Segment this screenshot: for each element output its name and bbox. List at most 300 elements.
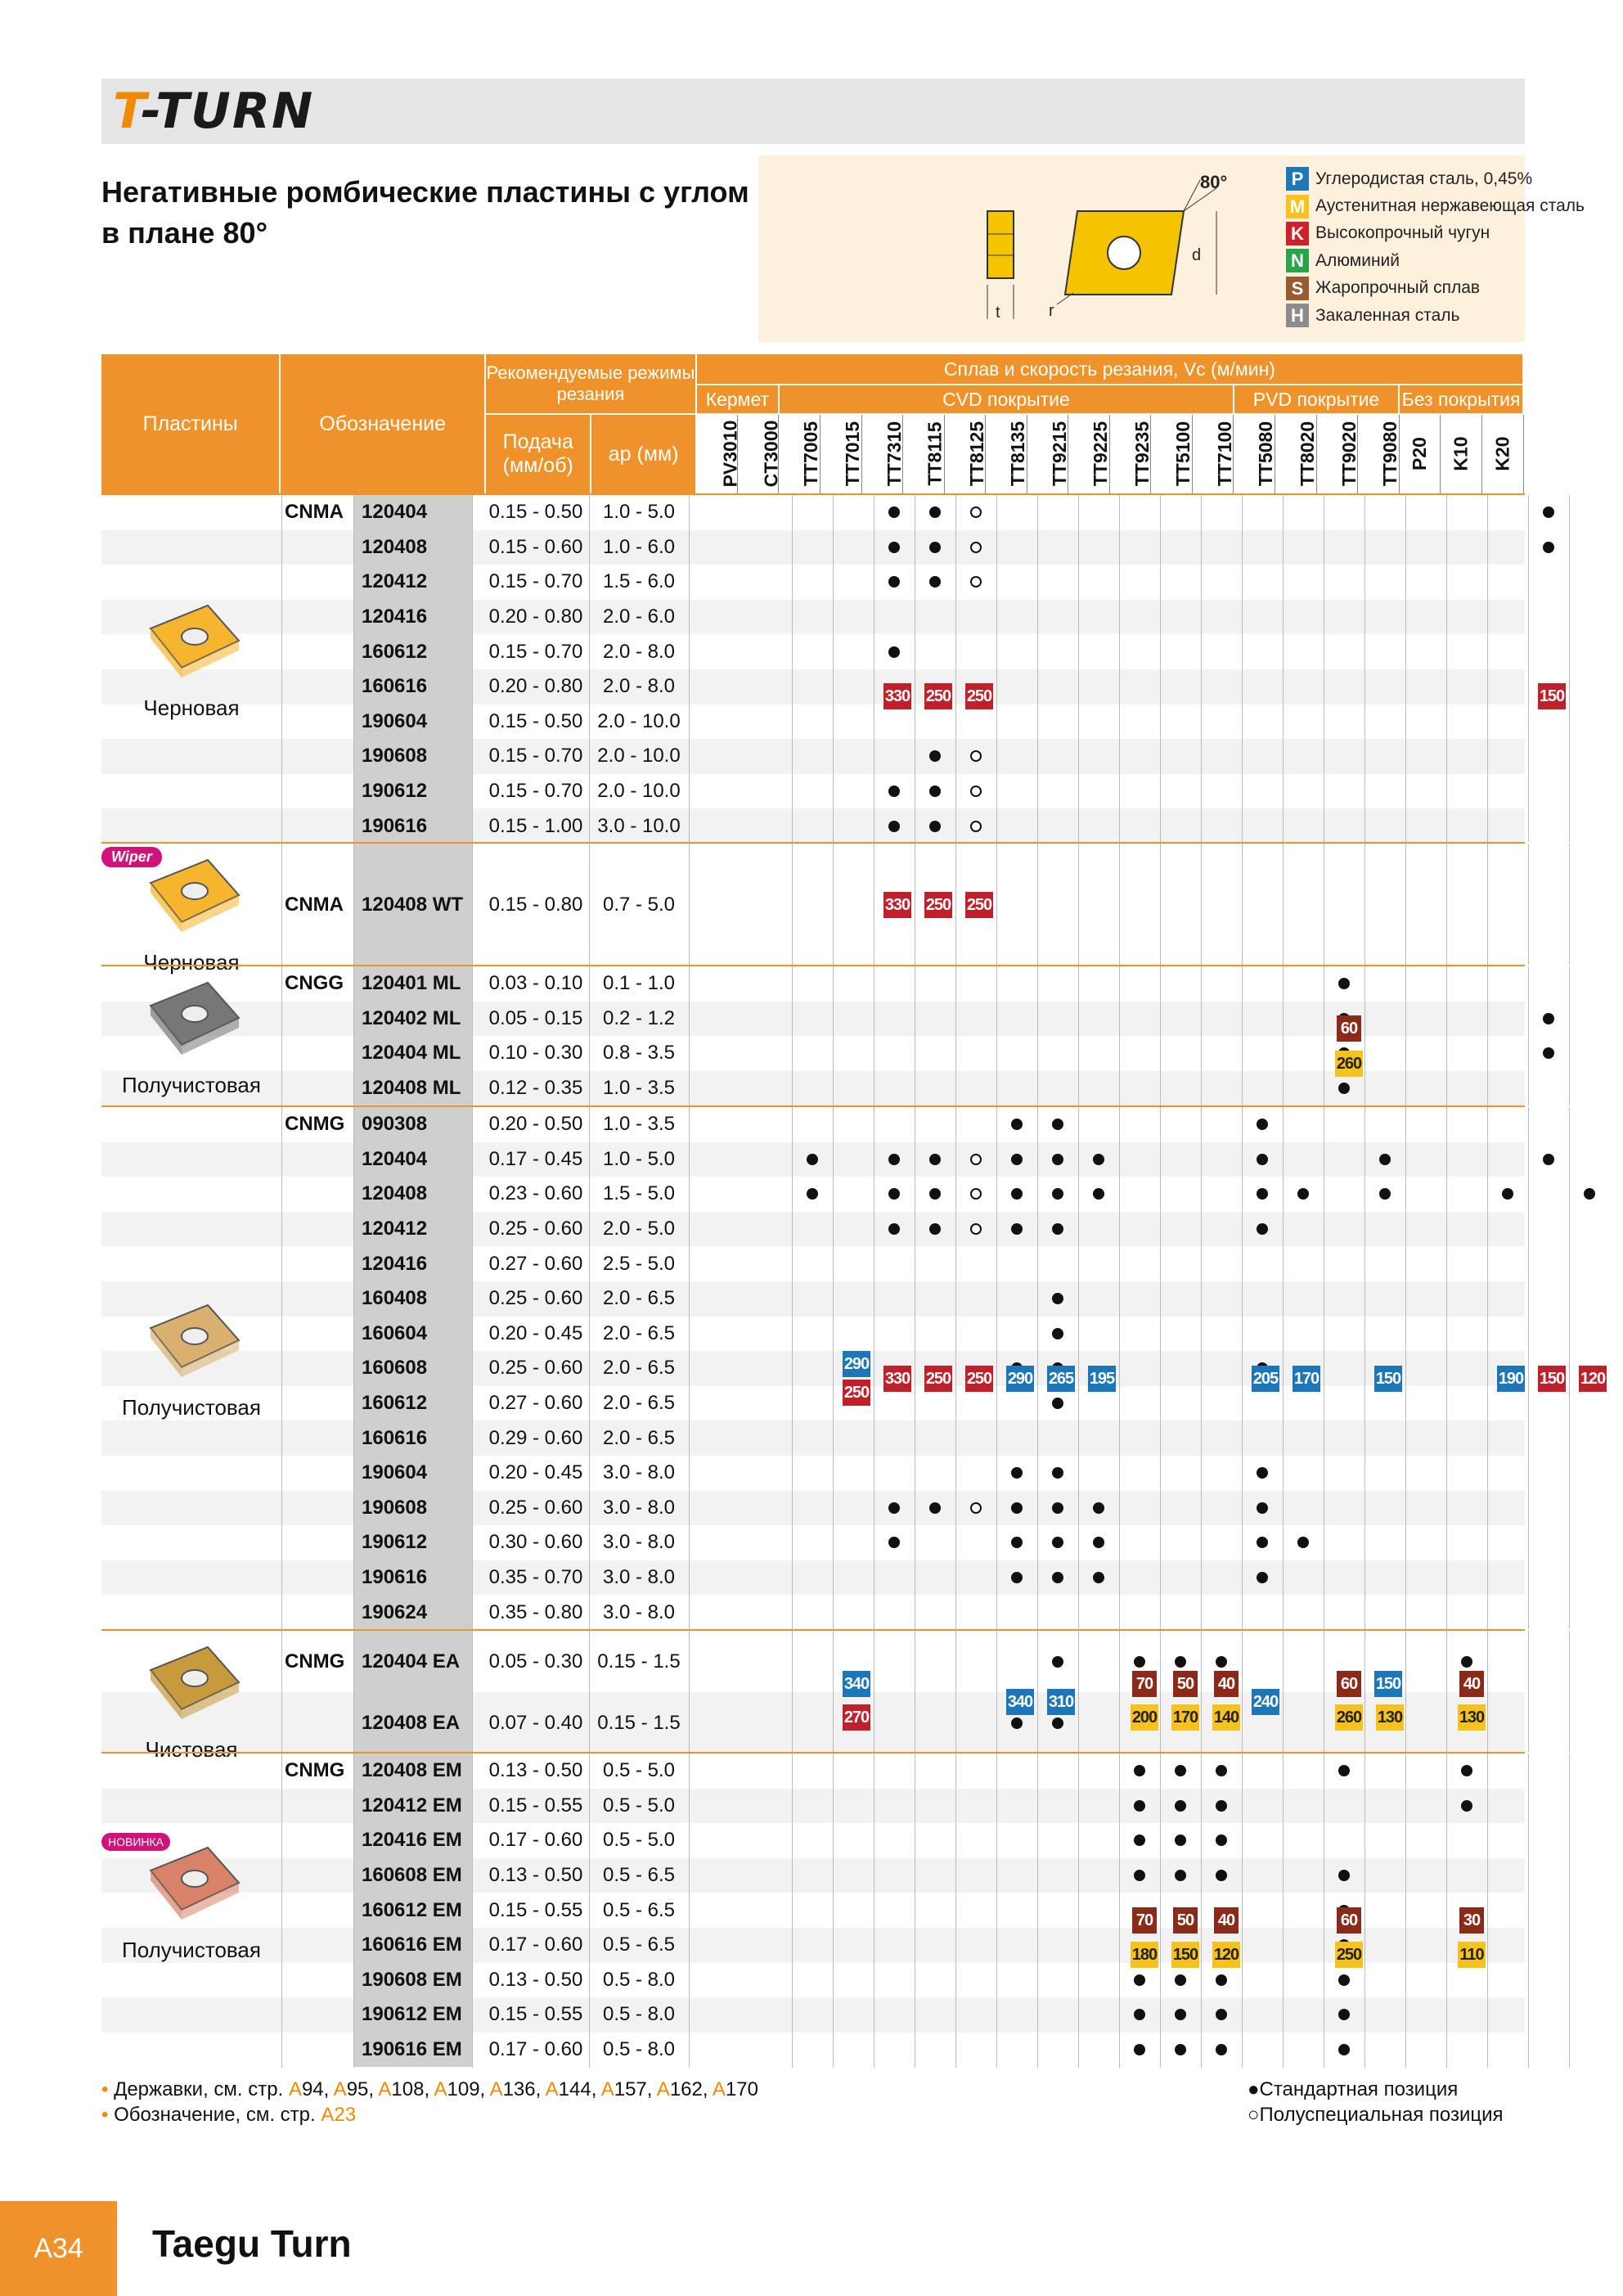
standard-dot bbox=[1175, 1974, 1186, 1986]
standard-dot bbox=[1584, 1188, 1595, 1200]
t-turn-logo: T-TURN bbox=[113, 83, 315, 140]
insert-image bbox=[134, 1838, 249, 1928]
feed-value: 0.20 - 0.50 bbox=[488, 1113, 583, 1136]
column-divider bbox=[833, 1754, 834, 2068]
standard-dot bbox=[807, 1154, 818, 1165]
column-divider bbox=[472, 1754, 473, 2068]
standard-dot bbox=[929, 1223, 941, 1235]
column-divider bbox=[792, 966, 793, 1105]
page-ref: A bbox=[712, 2078, 726, 2100]
ap-value: 0.2 - 1.2 bbox=[602, 1006, 676, 1029]
column-divider bbox=[1569, 495, 1570, 842]
column-divider bbox=[1364, 844, 1365, 965]
feed-value: 0.17 - 0.60 bbox=[488, 2038, 583, 2061]
column-divider bbox=[1569, 844, 1570, 965]
header-cermet: Кермет bbox=[696, 385, 779, 414]
material-name: Углеродистая сталь, 0,45% bbox=[1315, 169, 1533, 188]
standard-dot bbox=[1052, 1717, 1063, 1729]
material-h bbox=[1286, 302, 1585, 329]
page-title: Негативные ромбические пластины с углом в плане 80° bbox=[101, 175, 749, 250]
speed-badge: 250 bbox=[924, 683, 952, 709]
insert-code: 160608 bbox=[353, 1351, 472, 1386]
grade-tt5080: TT5080 bbox=[1234, 414, 1275, 493]
insert-code: 120404 bbox=[353, 1142, 472, 1177]
column-divider bbox=[1569, 1754, 1570, 2068]
standard-dot bbox=[1216, 1765, 1227, 1776]
speed-badge: 140 bbox=[1212, 1704, 1240, 1731]
page-ref: A bbox=[378, 2078, 392, 2100]
grade-tt8135: TT8135 bbox=[986, 414, 1027, 493]
header-feed: Подача (мм/об) bbox=[485, 414, 591, 493]
column-divider bbox=[996, 495, 997, 842]
table-row bbox=[101, 600, 1525, 635]
column-divider bbox=[1242, 1754, 1243, 2068]
standard-dot bbox=[1543, 542, 1554, 553]
standard-dot bbox=[1461, 1656, 1472, 1668]
column-divider bbox=[1078, 966, 1079, 1105]
standard-dot bbox=[1216, 2009, 1227, 2020]
standard-dot bbox=[888, 1502, 900, 1514]
semi-special-dot bbox=[970, 1502, 982, 1514]
column-divider bbox=[1364, 1107, 1365, 1629]
standard-dot bbox=[1543, 1154, 1554, 1165]
feed-value: 0.15 - 0.55 bbox=[488, 1794, 583, 1817]
standard-dot bbox=[1175, 1870, 1186, 1881]
standard-dot bbox=[1011, 1223, 1023, 1235]
material-key: K bbox=[1286, 222, 1309, 245]
process-label: Чистовая bbox=[145, 1737, 238, 1762]
header-cvd: CVD покрытие bbox=[779, 385, 1234, 414]
ap-value: 0.8 - 3.5 bbox=[602, 1042, 676, 1065]
standard-dot bbox=[1134, 1835, 1145, 1846]
speed-badge: 190 bbox=[1497, 1366, 1525, 1392]
column-divider bbox=[1242, 966, 1243, 1105]
feed-value: 0.15 - 0.55 bbox=[488, 1898, 583, 1921]
grade-tt7005: TT7005 bbox=[779, 414, 820, 493]
feed-value: 0.25 - 0.60 bbox=[488, 1287, 583, 1310]
taegu-turn-logo: Taegu Turn bbox=[152, 2222, 352, 2265]
column-divider bbox=[1487, 1631, 1488, 1752]
standard-dot bbox=[1011, 1502, 1023, 1514]
speed-badge: 250 bbox=[924, 892, 952, 918]
table-row bbox=[101, 2033, 1525, 2068]
standard-dot bbox=[888, 1154, 900, 1165]
feed-value: 0.29 - 0.60 bbox=[488, 1426, 583, 1449]
ap-value: 2.0 - 6.5 bbox=[602, 1321, 676, 1344]
column-divider bbox=[353, 844, 354, 965]
column-divider bbox=[1569, 1631, 1570, 1752]
section-2 bbox=[101, 965, 1525, 1105]
table-row bbox=[101, 634, 1525, 669]
material-legend bbox=[1286, 165, 1585, 329]
column-divider bbox=[1528, 1107, 1529, 1629]
feed-value: 0.15 - 0.50 bbox=[488, 501, 583, 524]
material-key: P bbox=[1286, 167, 1309, 191]
column-divider bbox=[1283, 1631, 1284, 1752]
speed-badge: 150 bbox=[1374, 1366, 1402, 1392]
feed-value: 0.20 - 0.45 bbox=[488, 1321, 583, 1344]
table-row bbox=[101, 1893, 1525, 1928]
table-row bbox=[101, 1317, 1525, 1352]
column-divider bbox=[1487, 844, 1488, 965]
header-pvd: PVD покрытие bbox=[1234, 385, 1399, 414]
speed-badge: 50 bbox=[1173, 1907, 1198, 1934]
process-label: Получистовая bbox=[122, 1938, 261, 1962]
process-label: Получистовая bbox=[122, 1073, 261, 1097]
speed-badge: 60 bbox=[1337, 1015, 1361, 1042]
column-divider bbox=[281, 1631, 282, 1752]
column-divider bbox=[472, 1107, 473, 1629]
ap-value: 2.0 - 6.0 bbox=[602, 606, 676, 628]
table-row bbox=[101, 1212, 1525, 1247]
standard-dot bbox=[888, 542, 900, 553]
insert-code: 120412 EM bbox=[353, 1789, 472, 1824]
column-divider bbox=[1528, 844, 1529, 965]
standard-dot bbox=[1093, 1572, 1104, 1583]
semi-special-dot bbox=[970, 1188, 982, 1200]
grade-p20: P20 bbox=[1399, 414, 1441, 493]
column-divider bbox=[1119, 966, 1120, 1105]
page-ref: A bbox=[489, 2078, 503, 2100]
column-divider bbox=[1528, 1631, 1529, 1752]
feed-value: 0.13 - 0.50 bbox=[488, 1968, 583, 1991]
insert-code: 190616 EM bbox=[353, 2033, 472, 2068]
semi-special-dot bbox=[970, 786, 982, 797]
table-row bbox=[101, 1823, 1525, 1858]
insert-code: 120402 ML bbox=[353, 1002, 472, 1037]
table-row bbox=[101, 774, 1525, 809]
column-divider bbox=[1283, 1754, 1284, 2068]
speed-badge: 250 bbox=[1335, 1942, 1363, 1968]
insert-code: 120408 ML bbox=[353, 1071, 472, 1106]
column-divider bbox=[792, 495, 793, 842]
standard-dot bbox=[1175, 2044, 1186, 2055]
insert-code: 120408 EM bbox=[353, 1754, 472, 1789]
insert-code: 190612 bbox=[353, 1525, 472, 1560]
standard-dot bbox=[929, 1502, 941, 1514]
feed-value: 0.17 - 0.60 bbox=[488, 1934, 583, 1956]
standard-dot bbox=[1543, 506, 1554, 518]
feed-value: 0.05 - 0.30 bbox=[488, 1650, 583, 1672]
speed-badge: 310 bbox=[1047, 1689, 1075, 1715]
column-divider bbox=[589, 966, 590, 1105]
column-divider bbox=[792, 844, 793, 965]
ap-value: 1.0 - 5.0 bbox=[602, 501, 676, 524]
column-divider bbox=[1446, 1754, 1447, 2068]
insert-code: 120408 WT bbox=[353, 844, 472, 966]
speed-badge: 150 bbox=[1171, 1942, 1199, 1968]
table-row bbox=[101, 844, 1525, 966]
standard-dot bbox=[888, 1188, 900, 1200]
grade-tt7310: TT7310 bbox=[861, 414, 903, 493]
standard-dot bbox=[1052, 1656, 1063, 1668]
standard-dot bbox=[1011, 1572, 1023, 1583]
column-divider bbox=[1364, 1631, 1365, 1752]
standard-dot bbox=[1175, 1656, 1186, 1668]
standard-dot bbox=[1216, 2044, 1227, 2055]
feed-value: 0.20 - 0.80 bbox=[488, 606, 583, 628]
insert-code: 120404 bbox=[353, 495, 472, 530]
feed-value: 0.35 - 0.80 bbox=[488, 1600, 583, 1623]
wiper-badge: Wiper bbox=[101, 847, 162, 867]
standard-dot bbox=[1052, 1572, 1063, 1583]
dim-r-label: r bbox=[1049, 302, 1054, 320]
column-divider bbox=[1487, 1107, 1488, 1629]
header-uncoated: Без покрытия bbox=[1399, 385, 1523, 414]
speed-badge: 70 bbox=[1132, 1671, 1157, 1697]
material-m bbox=[1286, 192, 1585, 219]
grade-tt8125: TT8125 bbox=[944, 414, 986, 493]
semi-special-dot bbox=[970, 1223, 982, 1235]
column-divider bbox=[1160, 1107, 1161, 1629]
standard-dot bbox=[929, 1154, 941, 1165]
feed-value: 0.13 - 0.50 bbox=[488, 1759, 583, 1782]
standard-dot bbox=[929, 1188, 941, 1200]
grade-tt7100: TT7100 bbox=[1192, 414, 1234, 493]
standard-dot bbox=[1134, 1765, 1145, 1776]
footnote-holders: • Державки, см. стр. A94, A95, A108, A109, A136, A144, A157, A162, A170 bbox=[101, 2078, 758, 2100]
process-label: Черновая bbox=[143, 696, 240, 720]
column-divider bbox=[1405, 1631, 1406, 1752]
standard-dot bbox=[929, 576, 941, 588]
speed-badge: 180 bbox=[1131, 1942, 1158, 1968]
column-divider bbox=[1569, 966, 1570, 1105]
column-divider bbox=[353, 495, 354, 842]
material-name: Закаленная сталь bbox=[1315, 305, 1460, 325]
standard-dot bbox=[1011, 1154, 1023, 1165]
page-number: A34 bbox=[0, 2201, 117, 2296]
insert-code: 160616 EM bbox=[353, 1928, 472, 1963]
footnotes bbox=[101, 2077, 758, 2127]
semi-special-dot bbox=[970, 576, 982, 588]
ap-value: 0.15 - 1.5 bbox=[597, 1711, 681, 1734]
standard-dot bbox=[1011, 1537, 1023, 1548]
table-row bbox=[101, 1142, 1525, 1177]
grade-tt8115: TT8115 bbox=[903, 414, 945, 493]
table-row bbox=[101, 565, 1525, 600]
standard-dot bbox=[1216, 1974, 1227, 1986]
column-divider bbox=[1242, 495, 1243, 842]
ap-value: 2.5 - 5.0 bbox=[602, 1252, 676, 1275]
semi-special-dot bbox=[970, 542, 982, 553]
ap-value: 1.0 - 6.0 bbox=[602, 535, 676, 558]
section-5 bbox=[101, 1752, 1525, 2068]
insert-code: 120408 EA bbox=[353, 1692, 472, 1754]
column-divider bbox=[996, 1754, 997, 2068]
standard-dot bbox=[1257, 1154, 1268, 1165]
column-divider bbox=[1037, 844, 1038, 965]
speed-badge: 60 bbox=[1337, 1671, 1361, 1697]
grade-tt9235: TT9235 bbox=[1109, 414, 1151, 493]
table-row bbox=[101, 1491, 1525, 1526]
page-ref: A bbox=[288, 2078, 302, 2100]
ap-value: 2.0 - 6.5 bbox=[602, 1357, 676, 1380]
family-code: CNMA bbox=[285, 501, 344, 524]
column-divider bbox=[353, 1754, 354, 2068]
standard-dot bbox=[1338, 1974, 1350, 1986]
feed-value: 0.15 - 0.55 bbox=[488, 2003, 583, 2026]
insert-code: 190612 bbox=[353, 774, 472, 809]
ap-value: 2.0 - 5.0 bbox=[602, 1218, 676, 1240]
table-row bbox=[101, 1071, 1525, 1106]
feed-value: 0.15 - 0.60 bbox=[488, 535, 583, 558]
standard-dot bbox=[1175, 1835, 1186, 1846]
column-divider bbox=[353, 1107, 354, 1629]
top-bar bbox=[101, 79, 1525, 144]
column-divider bbox=[1405, 1107, 1406, 1629]
column-divider bbox=[1160, 1754, 1161, 2068]
material-key: N bbox=[1286, 249, 1309, 272]
speed-badge: 60 bbox=[1337, 1907, 1361, 1934]
standard-dot bbox=[1216, 1835, 1227, 1846]
page-ref-num: 95, bbox=[346, 2078, 379, 2100]
section-0 bbox=[101, 493, 1565, 842]
ap-value: 0.5 - 6.5 bbox=[602, 1864, 676, 1887]
column-divider bbox=[1119, 1631, 1120, 1752]
column-divider bbox=[1446, 495, 1447, 842]
column-divider bbox=[792, 1754, 793, 2068]
feed-value: 0.23 - 0.60 bbox=[488, 1182, 583, 1205]
column-divider bbox=[792, 1631, 793, 1752]
column-divider bbox=[589, 1754, 590, 2068]
table-row bbox=[101, 966, 1525, 1002]
standard-dot bbox=[1543, 1013, 1554, 1024]
standard-dot bbox=[1257, 1502, 1268, 1514]
grade-k10: K10 bbox=[1441, 414, 1482, 493]
column-divider bbox=[833, 966, 834, 1105]
speed-badge: 170 bbox=[1171, 1704, 1199, 1731]
grade-pv3010: PV3010 bbox=[696, 414, 738, 493]
ap-value: 3.0 - 8.0 bbox=[602, 1496, 676, 1519]
ap-value: 2.0 - 6.5 bbox=[602, 1392, 676, 1415]
table-row bbox=[101, 1281, 1525, 1317]
standard-dot bbox=[1297, 1537, 1309, 1548]
symbol-legend bbox=[1248, 2077, 1504, 2127]
column-divider bbox=[1119, 1107, 1120, 1629]
standard-dot bbox=[1338, 2044, 1350, 2055]
column-divider bbox=[1160, 844, 1161, 965]
standard-dot bbox=[1134, 2009, 1145, 2020]
speed-badge: 40 bbox=[1214, 1907, 1239, 1934]
column-divider bbox=[1446, 1631, 1447, 1752]
insert-code: 160612 EM bbox=[353, 1893, 472, 1928]
table-row bbox=[101, 1107, 1525, 1142]
standard-dot bbox=[1052, 1398, 1063, 1409]
header-recommended: Рекомендуемые режимы резания bbox=[485, 354, 696, 414]
feed-value: 0.25 - 0.60 bbox=[488, 1496, 583, 1519]
standard-dot bbox=[1052, 1154, 1063, 1165]
speed-badge: 205 bbox=[1252, 1366, 1279, 1392]
column-divider bbox=[281, 495, 282, 842]
column-divider bbox=[1569, 1107, 1570, 1629]
column-divider bbox=[1160, 1631, 1161, 1752]
ap-value: 0.7 - 5.0 bbox=[602, 894, 676, 916]
column-divider bbox=[1078, 495, 1079, 842]
grade-tt8020: TT8020 bbox=[1275, 414, 1317, 493]
speed-badge: 130 bbox=[1376, 1704, 1404, 1731]
column-divider bbox=[1487, 966, 1488, 1105]
standard-dot bbox=[1175, 1800, 1186, 1812]
semi-special-dot bbox=[970, 1154, 982, 1165]
column-divider bbox=[1283, 966, 1284, 1105]
material-name: Жаропрочный сплав bbox=[1315, 278, 1481, 298]
grade-tt9225: TT9225 bbox=[1068, 414, 1110, 493]
feed-value: 0.12 - 0.35 bbox=[488, 1077, 583, 1100]
ap-value: 2.0 - 10.0 bbox=[597, 780, 681, 803]
table-row bbox=[101, 739, 1525, 774]
standard-dot bbox=[1338, 1083, 1350, 1094]
grade-k20: K20 bbox=[1481, 414, 1523, 493]
grade-tt9020: TT9020 bbox=[1316, 414, 1358, 493]
speed-badge: 170 bbox=[1293, 1366, 1320, 1392]
insert-code: 160616 bbox=[353, 1420, 472, 1456]
angle-label: 80° bbox=[1200, 172, 1228, 192]
speed-badge: 250 bbox=[965, 683, 993, 709]
insert-code: 190608 EM bbox=[353, 1963, 472, 1998]
insert-code: 120404 ML bbox=[353, 1036, 472, 1071]
page-ref: A bbox=[545, 2078, 559, 2100]
family-code: CNMA bbox=[285, 894, 344, 916]
ap-value: 1.0 - 5.0 bbox=[602, 1147, 676, 1170]
ap-value: 2.0 - 8.0 bbox=[602, 640, 676, 663]
column-divider bbox=[281, 1754, 282, 2068]
ap-value: 3.0 - 8.0 bbox=[602, 1600, 676, 1623]
column-divider bbox=[1528, 1754, 1529, 2068]
process-label: Черновая bbox=[143, 950, 240, 975]
column-divider bbox=[1037, 966, 1038, 1105]
page-ref-num: 144, bbox=[558, 2078, 601, 2100]
speed-badge: 330 bbox=[883, 892, 911, 918]
speed-badge: 110 bbox=[1458, 1942, 1486, 1968]
column-divider bbox=[1283, 495, 1284, 842]
page-ref: A bbox=[656, 2078, 670, 2100]
column-divider bbox=[1037, 1107, 1038, 1629]
insert-geometry-drawing bbox=[758, 155, 1266, 342]
standard-dot bbox=[1011, 1717, 1023, 1729]
insert-code: 190616 bbox=[353, 808, 472, 844]
page-ref-num: 94, bbox=[301, 2078, 334, 2100]
feed-value: 0.15 - 1.00 bbox=[488, 814, 583, 837]
column-divider bbox=[1446, 966, 1447, 1105]
speed-badge: 250 bbox=[843, 1380, 870, 1406]
header-ap: ap (мм) bbox=[591, 414, 695, 493]
insert-code: 120401 ML bbox=[353, 966, 472, 1002]
ap-value: 2.0 - 10.0 bbox=[597, 709, 681, 732]
column-divider bbox=[689, 1107, 690, 1629]
table-row bbox=[101, 1036, 1525, 1071]
standard-dot bbox=[1093, 1537, 1104, 1548]
table-row bbox=[101, 1560, 1525, 1596]
grade-tt9215: TT9215 bbox=[1027, 414, 1068, 493]
feed-value: 0.25 - 0.60 bbox=[488, 1357, 583, 1380]
section-3 bbox=[101, 1105, 1606, 1629]
ap-value: 2.0 - 8.0 bbox=[602, 675, 676, 698]
column-divider bbox=[1119, 1754, 1120, 2068]
speed-badge: 40 bbox=[1214, 1671, 1239, 1697]
speed-badge: 330 bbox=[883, 683, 911, 709]
column-divider bbox=[1201, 966, 1202, 1105]
speed-badge: 150 bbox=[1374, 1671, 1402, 1697]
table-row bbox=[101, 1631, 1525, 1692]
table-row bbox=[101, 808, 1525, 844]
grade-ct3000: CT3000 bbox=[737, 414, 779, 493]
table-row bbox=[101, 1963, 1525, 1998]
column-divider bbox=[1446, 1107, 1447, 1629]
column-divider bbox=[1201, 1754, 1202, 2068]
column-divider bbox=[689, 966, 690, 1105]
ap-value: 1.5 - 5.0 bbox=[602, 1182, 676, 1205]
table-row bbox=[101, 705, 1525, 740]
